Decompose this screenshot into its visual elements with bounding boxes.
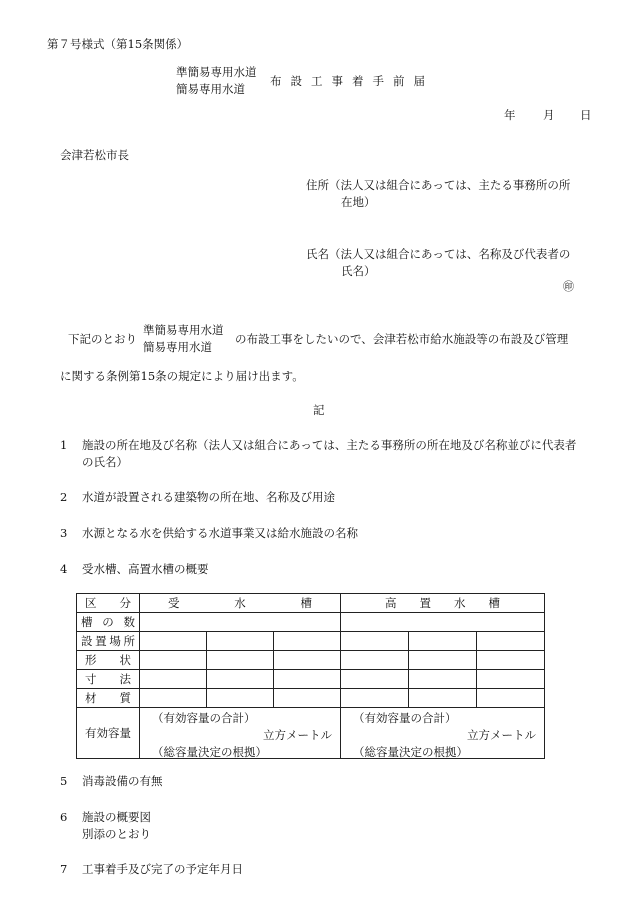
list-item (60, 489, 335, 506)
body-stack (143, 322, 224, 356)
row-label: 槽の数 (77, 613, 140, 632)
address-cont: 在地） (341, 195, 376, 209)
date-line (504, 107, 592, 124)
capacity-unit: 立方メートル (263, 728, 332, 742)
capacity-unit: 立方メートル (467, 728, 536, 742)
body-line2: に関する条例第15条の規定により届け出ます。 (60, 369, 304, 383)
item-number: 3 (60, 526, 68, 540)
header-category: 区分 (77, 594, 140, 613)
item-number: 1 (60, 438, 68, 452)
form-number: 第７号様式（第15条関係） (47, 37, 189, 51)
table-row (77, 689, 545, 708)
list-item (60, 773, 163, 790)
table-row (77, 613, 545, 632)
row-label: 有効容量 (77, 708, 140, 759)
capacity-sum-label: （有効容量の合計） (353, 711, 457, 725)
item-text: 水道が設置される建築物の所在地、名称及び用途 (82, 490, 335, 504)
date-year: 年 (504, 108, 516, 122)
list-item (60, 861, 243, 878)
capacity-basis-label: （総容量決定の根拠） (152, 745, 267, 759)
list-item (60, 809, 151, 826)
table-row (77, 632, 545, 651)
title-stack-line: 準簡易専用水道 (176, 65, 257, 79)
row-label: 寸法 (77, 670, 140, 689)
row-label: 材質 (77, 689, 140, 708)
item-cont: の氏名） (82, 455, 128, 469)
item-text: 受水槽、高置水槽の概要 (82, 562, 209, 576)
body-stack-line: 簡易専用水道 (143, 340, 212, 354)
list-item (60, 437, 576, 454)
elevated-capacity-cell (341, 708, 545, 759)
address-label: 住所（法人又は組合にあっては、主たる事務所の所 (306, 178, 571, 192)
list-item (60, 561, 209, 578)
list-item (60, 525, 358, 542)
body-tail: の布設工事をしたいので、会津若松市給水施設等の布設及び管理 (235, 332, 569, 346)
ki-heading: 記 (313, 403, 325, 417)
body-stack-line: 準簡易専用水道 (143, 323, 224, 337)
title-stack (176, 64, 257, 98)
item-number: 4 (60, 562, 68, 576)
receiving-capacity-cell (140, 708, 341, 759)
item-number: 5 (60, 774, 68, 788)
name-label: 氏名（法人又は組合にあっては、名称及び代表者の (306, 247, 571, 261)
title-stack-line: 簡易専用水道 (176, 82, 245, 96)
item-number: 2 (60, 490, 68, 504)
body-lead: 下記のとおり (68, 332, 137, 346)
item-number: 6 (60, 810, 68, 824)
date-day: 日 (580, 108, 592, 122)
capacity-basis-label: （総容量決定の根拠） (353, 745, 468, 759)
seal-mark: ㊞ (563, 280, 574, 293)
addressee: 会津若松市長 (60, 148, 129, 162)
header-elevated-tank: 高置水槽 (341, 594, 545, 613)
item-text: 消毒設備の有無 (82, 774, 163, 788)
table-row-capacity (77, 708, 545, 759)
capacity-sum-label: （有効容量の合計） (152, 711, 256, 725)
header-receiving-tank: 受水槽 (140, 594, 341, 613)
tank-overview-table (76, 593, 545, 759)
row-label: 形状 (77, 651, 140, 670)
row-label: 設置場所 (77, 632, 140, 651)
item-text: 施設の概要図 (82, 810, 151, 824)
item-text: 水源となる水を供給する水道事業又は給水施設の名称 (82, 526, 358, 540)
name-cont: 氏名） (341, 264, 376, 278)
item-text: 施設の所在地及び名称（法人又は組合にあっては、主たる事務所の所在地及び名称並びに代表者 (82, 438, 577, 452)
date-month: 月 (543, 108, 555, 122)
table-row (77, 670, 545, 689)
table-header-row (77, 594, 545, 613)
item-cont: 別添のとおり (82, 827, 151, 841)
table-row (77, 651, 545, 670)
item-number: 7 (60, 862, 68, 876)
form-title: 布設工事着手前届 (270, 74, 434, 88)
item-text: 工事着手及び完了の予定年月日 (82, 862, 243, 876)
